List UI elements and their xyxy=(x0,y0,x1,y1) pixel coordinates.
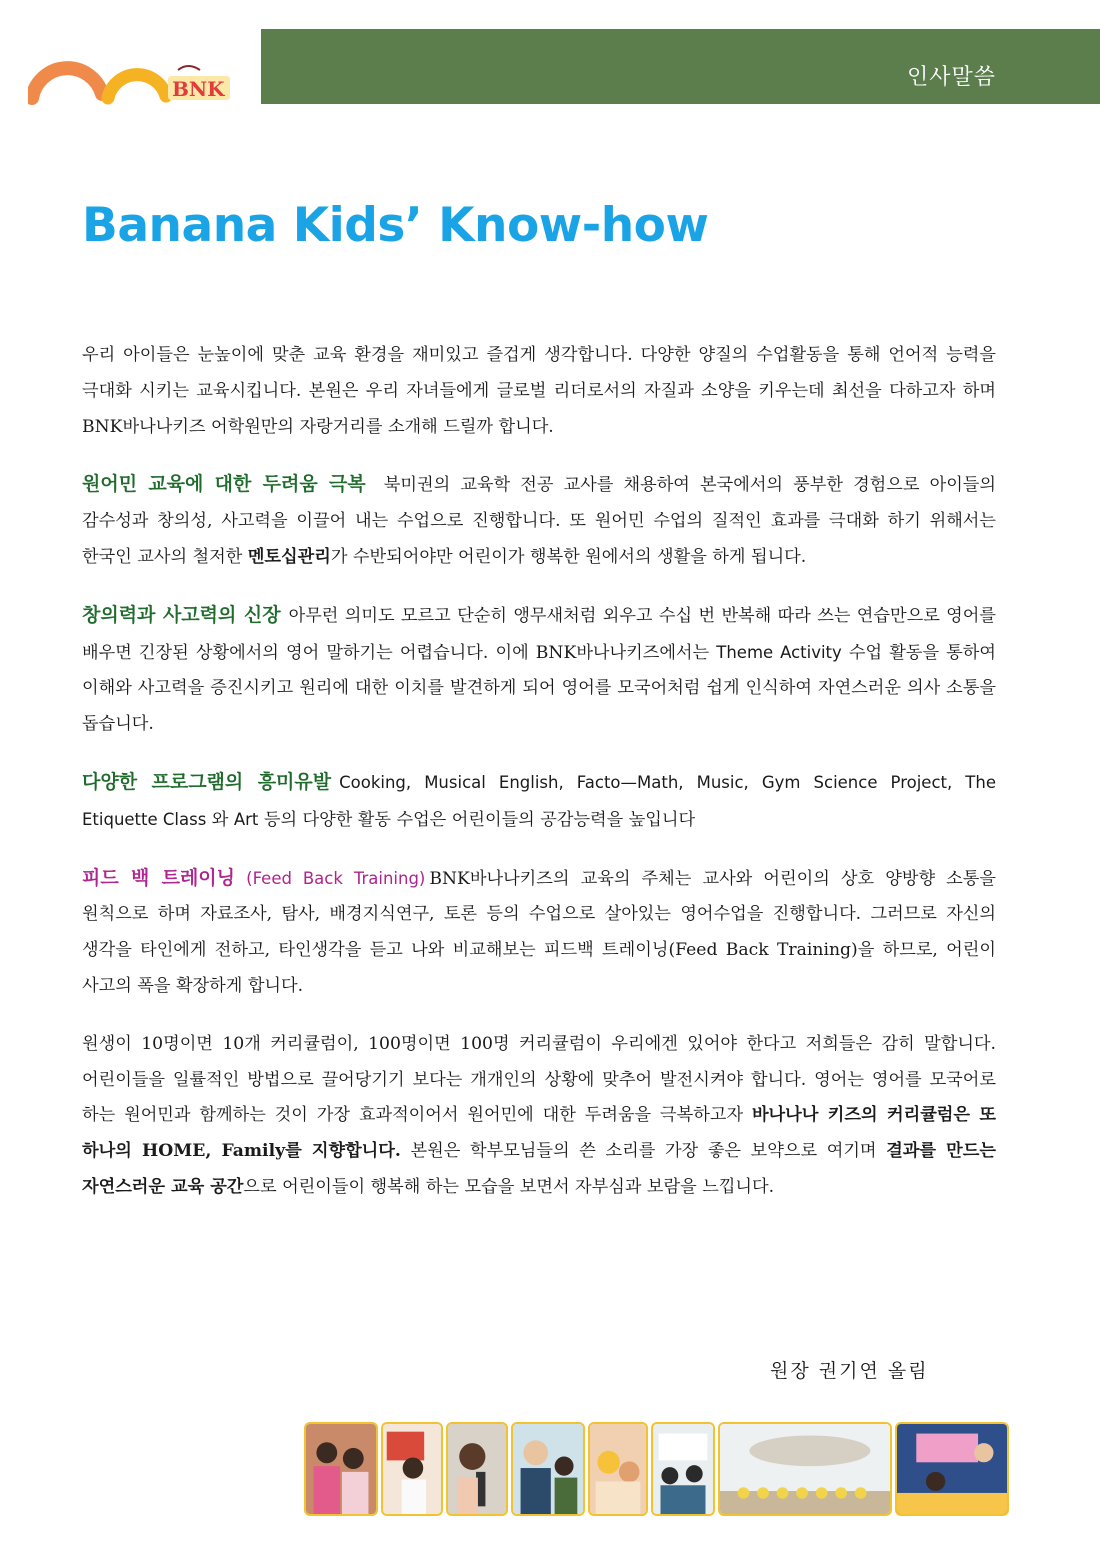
section-heading: 원어민 교육에 대한 두려움 극복 xyxy=(82,473,366,496)
intro-paragraph xyxy=(82,338,996,445)
section-heading: 피드 백 트레이닝 xyxy=(82,866,236,889)
closing-paragraph xyxy=(82,1027,996,1206)
section-english-text: Theme Activity xyxy=(716,642,842,662)
bnk-logo-graphic xyxy=(28,46,238,106)
photo-birthday-party xyxy=(895,1422,1009,1516)
section-text: 와 xyxy=(206,809,234,830)
section-heading: 창의력과 사고력의 신장 xyxy=(82,603,281,626)
closing-bold-text: 결과를 만드는 자연스러운 교육 공간 xyxy=(82,1141,996,1197)
closing-text: 원생이 10명이면 10개 커리큘럼이, 100명이면 100명 커리큘럼이 우리에겐 있어야 한다고 저희들은 감히 말합니다. 어린이들을 일률적인 방법으로 끌어당기기 보다는 개개인의 상황에 맞추어 발전시켜야 합니다. 영어는 영어를 모국어로 하는 원어민과 함께하는 것이 가장 효과적이어서 원어민에 대한 두려움을 극복하고자 xyxy=(82,1033,996,1126)
photo-airship-museum xyxy=(718,1422,892,1516)
section-text: 가 수반되어야만 어린이가 행복한 원에서의 생활을 하게 됩니다. xyxy=(330,546,807,567)
section-title: 인사말씀 xyxy=(906,65,996,90)
section-text: 등의 다양한 활동 수업은 어린이들의 공감능력을 높입니다 xyxy=(258,809,696,830)
photo-teacher-child xyxy=(511,1422,585,1516)
program-art: Art xyxy=(233,809,259,829)
section-feedback xyxy=(82,861,996,1005)
program-list: Cooking, Musical English, Facto—Math, Music, Gym Science Project, The Etiquette Class xyxy=(82,772,996,829)
section-heading-english: (Feed Back Training) xyxy=(246,868,426,888)
page-title: Banana Kids’ Know-how xyxy=(82,198,709,253)
section-text: 아무런 의미도 모르고 단순히 앵무새처럼 외우고 수십 번 반복해 따라 쓰는 연습만으로 영어를 배우면 긴장된 상황에서의 영어 말하기는 어렵습니다. 이에 BNK바나나키즈에서는 xyxy=(82,605,996,663)
photo-microscope xyxy=(446,1422,508,1516)
bnk-logo[interactable] xyxy=(28,46,238,106)
svg-text:BNK: BNK xyxy=(172,77,225,101)
photo-hanbok-girls xyxy=(304,1422,378,1516)
signature: 원장 권기연 올림 xyxy=(770,1360,929,1382)
closing-text: 으로 어린이들이 행복해 하는 모습을 보면서 자부심과 보람을 느낍니다. xyxy=(243,1176,775,1197)
photo-girl-sign xyxy=(381,1422,443,1516)
section-creativity xyxy=(82,598,996,743)
section-text: BNK바나나키즈의 교육의 주체는 교사와 어린이의 상호 양방향 소통을 원칙으로 하며 자료조사, 탐사, 배경지식연구, 토론 등의 수업으로 살아있는 영어수업을 진행합니다. 그러므로 자신의 생각을 타인에게 전하고, 타인생각을 듣고 나와 비교해보는 피드백 트레이닝(Feed Back Training)을 하므로, 어린이 사고의 폭을 확장하게 합니다. xyxy=(82,868,996,996)
intro-text: 우리 아이들은 눈높이에 맞춘 교육 환경을 재미있고 즐겁게 생각합니다. 다양한 양질의 수업활동을 통해 언어적 능력을 극대화 시키는 교육시킵니다. 본원은 우리 자녀들에게 글로벌 리더로서의 자질과 소양을 키우는데 최선을 다하고자 하며 BNK바나나키즈 어학원만의 자랑거리를 소개해 드릴까 합니다. xyxy=(82,345,996,437)
section-heading: 다양한 프로그램의 흥미유발 xyxy=(82,770,332,793)
section-programs xyxy=(82,765,996,839)
section-text: 북미권의 교육학 전공 교사를 채용하여 본국에서의 풍부한 경험으로 아이들의 감수성과 창의성, 사고력을 이끌어 내는 수업으로 진행합니다. 또 원어민 수업의 질적인 효과를 극대화 하기 위해서는 한국인 교사의 철저한 xyxy=(82,475,997,567)
closing-text: 본원은 학부모님들의 쓴 소리를 가장 좋은 보약으로 여기며 xyxy=(400,1141,887,1162)
section-text: 수업 활동을 통하여 이해와 사고력을 증진시키고 원리에 대한 이치를 발견하게 되어 영어를 모국어처럼 쉽게 인식하여 자연스러운 의사 소통을 돕습니다. xyxy=(82,642,996,735)
photo-classroom xyxy=(651,1422,715,1516)
closing-bold-text: 바나나나 키즈의 커리큘럼은 또 하나의 HOME, Family를 지향합니다. xyxy=(82,1105,997,1162)
section-native-teacher xyxy=(82,467,996,575)
section-bold-text: 멘토십관리 xyxy=(247,546,331,567)
photo-kids-hats xyxy=(588,1422,648,1516)
letter-body xyxy=(82,338,996,1228)
